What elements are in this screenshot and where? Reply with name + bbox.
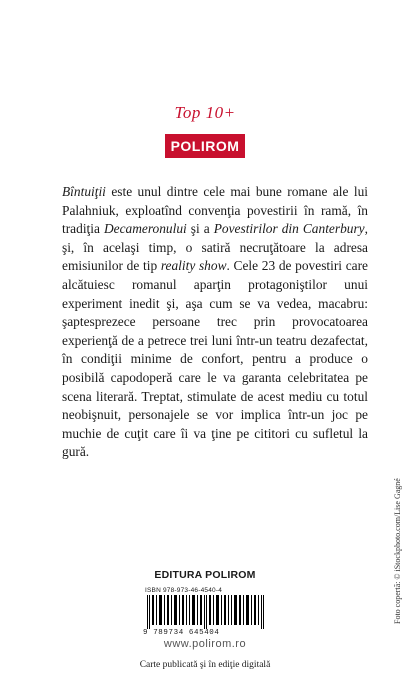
blurb-text: . Cele 23 de povestiri care alcătuiesc romanul aparţin protagoniştilor unui experiment inedit şi, aşa cum se va vedea, macabru: şaptesprezece persoane trec prin provocatoarea experienţă de a petrece trei luni într-un teatru dezafectat, în condiţii minime de confort, pentru a produce o posibilă capodoperă care le va garanta celebritatea pe scena literară. Treptat, stimulate de acest mediu cu totul neobişnuit, personajele se vor implica într-un joc pe muchie de cuţit care îi va ţine pe cititori cu sufletul la gură. bbox=[62, 258, 368, 460]
blurb-paragraph bbox=[62, 183, 368, 462]
publisher-name: EDITURA POLIROM bbox=[154, 569, 256, 581]
photo-credit: Foto copertă: © iStockphoto.com/Lise Gagné bbox=[393, 478, 402, 624]
barcode-digits: 9 789734 645404 bbox=[143, 629, 220, 637]
blurb-text: , şi, în acelaşi timp, o satiră necruţătoare la adresa emisiunilor de tip bbox=[62, 221, 368, 274]
work-decameron: Decameronului bbox=[103, 221, 187, 237]
isbn-label: ISBN 978-973-46-4540-4 bbox=[145, 587, 223, 594]
series-logo: Top 10+ bbox=[174, 103, 236, 122]
work-canterbury: Povestirilor din Canterbury bbox=[213, 221, 365, 237]
polirom-logo: POLIROM bbox=[165, 134, 245, 158]
blurb-text: este unul dintre cele mai bune romane ale lui Palahniuk, exploatînd convenţia povestirii în ramă, în tradiţia bbox=[62, 184, 368, 237]
website-url: www.polirom.ro bbox=[163, 638, 247, 650]
back-cover-blurb bbox=[62, 183, 368, 462]
term-reality-show: reality show bbox=[160, 258, 227, 274]
blurb-text: şi a bbox=[186, 221, 214, 237]
barcode bbox=[145, 595, 267, 629]
book-title: Bîntuiţii bbox=[62, 184, 106, 199]
digital-edition-note: Carte publicată şi în ediţie digitală bbox=[139, 660, 271, 670]
